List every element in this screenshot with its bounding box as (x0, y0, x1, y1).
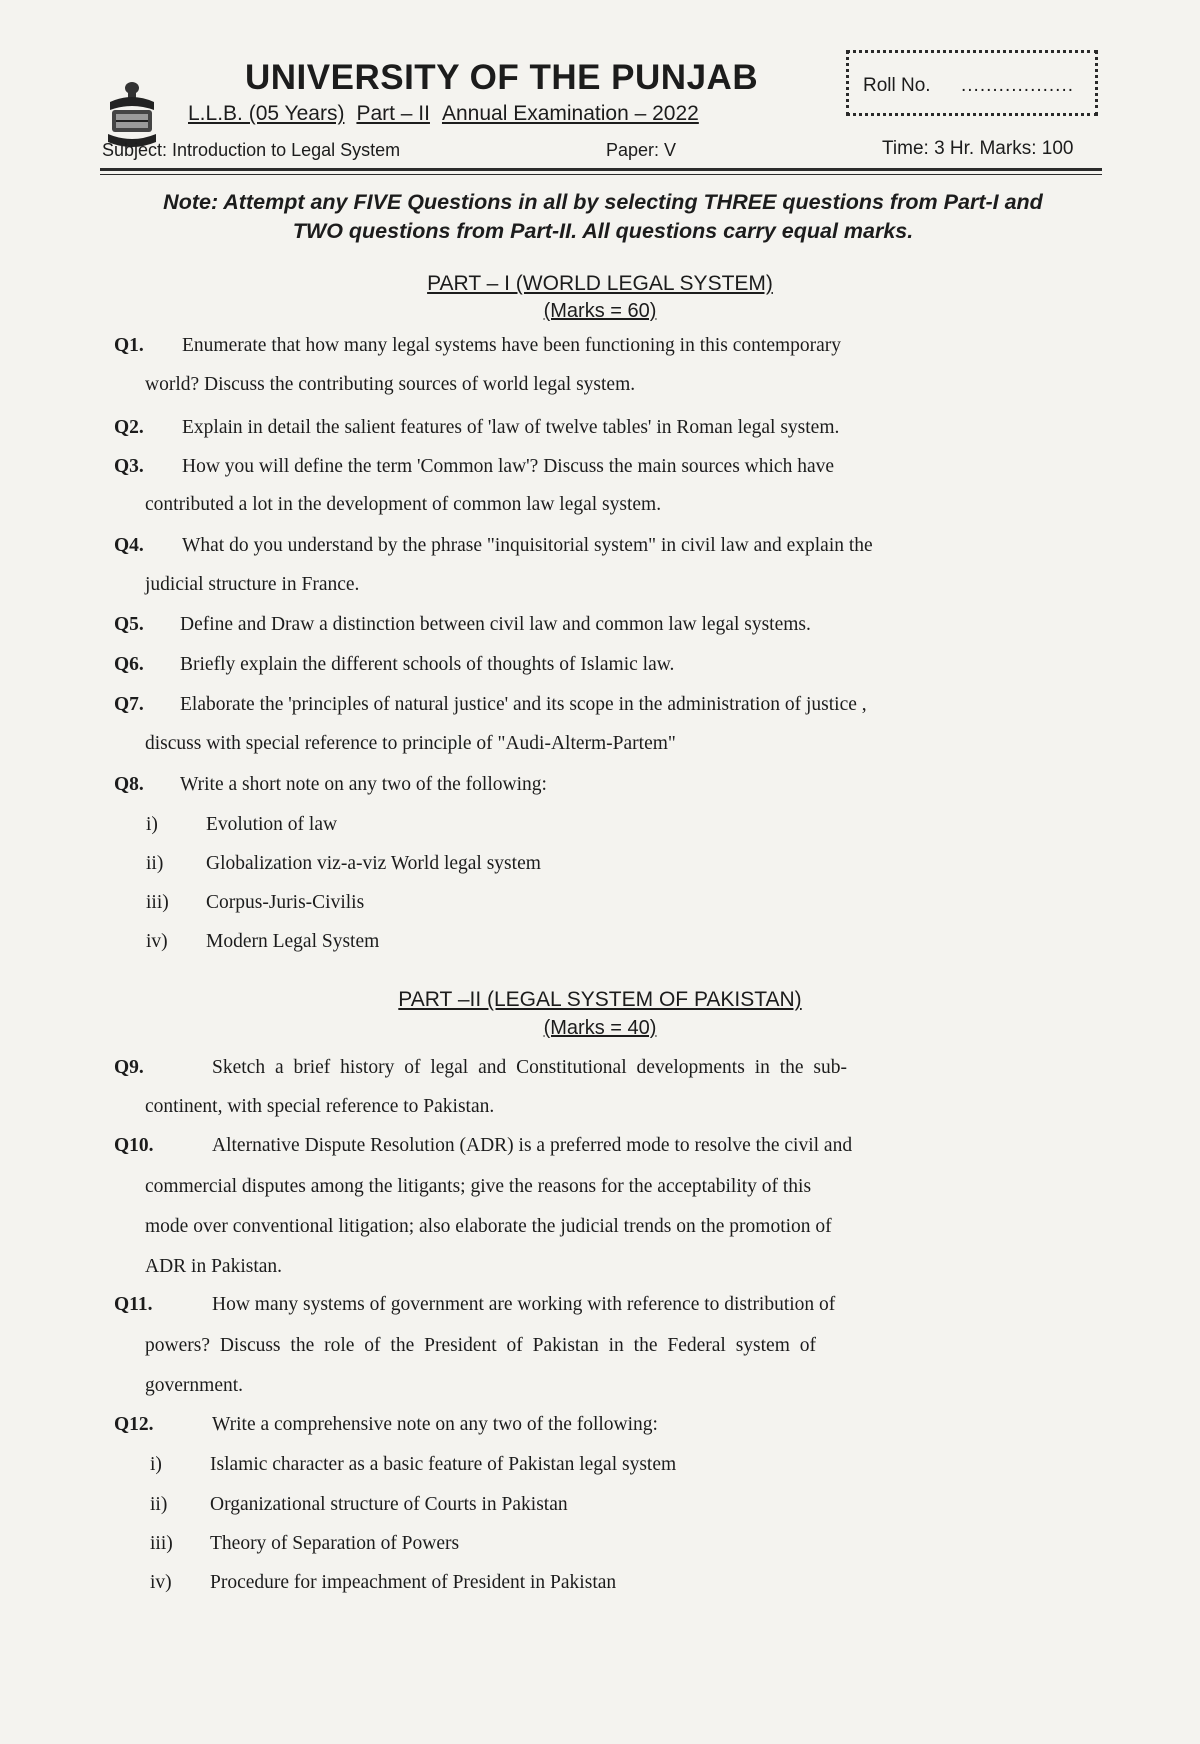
part-2-title: PART –II (LEGAL SYSTEM OF PAKISTAN) (398, 988, 802, 1011)
item-text: Organizational structure of Courts in Pakistan (210, 1494, 568, 1515)
question-number: Q2. (114, 417, 144, 438)
question-q10-continued: ADR in Pakistan. (145, 1256, 283, 1277)
question-q7-continued: discuss with special reference to principle of "Audi-Alterm-Partem" (145, 733, 676, 754)
question-q4-continued: judicial structure in France. (145, 574, 360, 595)
item-numeral: iii) (146, 892, 169, 913)
item-text: Modern Legal System (206, 931, 380, 952)
item-text: Globalization viz-a-viz World legal system (206, 853, 541, 874)
question-text: Enumerate that how many legal systems have been functioning in this contemporary (182, 335, 842, 356)
question-q9-continued: continent, with special reference to Pakistan. (145, 1096, 495, 1117)
question-q11-continued: powers? Discuss the role of the President of Pakistan in the Federal system of (145, 1335, 816, 1356)
roll-number-box (846, 50, 1098, 116)
item-text: Corpus-Juris-Civilis (206, 892, 365, 913)
question-number: Q3. (114, 456, 144, 477)
item-text: Islamic character as a basic feature of Pakistan legal system (210, 1454, 677, 1475)
instructions-note (108, 188, 1098, 246)
header-divider (100, 168, 1102, 171)
question-number: Q8. (114, 774, 144, 795)
question-text: Write a comprehensive note on any two of the following: (212, 1414, 658, 1435)
question-text: What do you understand by the phrase "inquisitorial system" in civil law and explain the (182, 535, 873, 556)
note-line-2: TWO questions from Part-II. All questions carry equal marks. (292, 219, 914, 243)
time-marks-line: Time: 3 Hr. Marks: 100 (882, 138, 1074, 159)
note-line-1: Note: Attempt any FIVE Questions in all by selecting THREE questions from Part-I and (163, 190, 1043, 214)
question-q10-continued: mode over conventional litigation; also elaborate the judicial trends on the promotion of (145, 1216, 832, 1237)
question-number: Q11. (114, 1294, 153, 1315)
question-number: Q9. (114, 1057, 144, 1078)
item-numeral: iii) (150, 1533, 173, 1554)
question-q3-continued: contributed a lot in the development of common law legal system. (145, 494, 662, 515)
part-2-marks: (Marks = 40) (543, 1017, 657, 1039)
part-label: Part – II (356, 102, 430, 125)
question-text: Alternative Dispute Resolution (ADR) is a preferred mode to resolve the civil and (212, 1135, 853, 1156)
university-name: UNIVERSITY OF THE PUNJAB (245, 58, 759, 97)
item-numeral: iv) (150, 1572, 172, 1593)
subject-line: Subject: Introduction to Legal System (102, 140, 401, 160)
item-numeral: ii) (150, 1494, 168, 1515)
paper-line: Paper: V (606, 140, 677, 160)
question-text: Briefly explain the different schools of thoughts of Islamic law. (180, 654, 675, 675)
part-1-title: PART – I (WORLD LEGAL SYSTEM) (427, 272, 773, 295)
question-text: Explain in detail the salient features of 'law of twelve tables' in Roman legal system. (182, 417, 840, 438)
question-q1-continued: world? Discuss the contributing sources of world legal system. (145, 374, 636, 395)
question-number: Q5. (114, 614, 144, 635)
header-divider-thin (100, 174, 1102, 175)
question-text: Elaborate the 'principles of natural justice' and its scope in the administration of justice , (180, 694, 867, 715)
question-text: How you will define the term 'Common law'? Discuss the main sources which have (182, 456, 835, 477)
item-numeral: i) (146, 814, 158, 835)
exam-line (188, 102, 699, 126)
question-text: Sketch a brief history of legal and Constitutional developments in the sub- (212, 1057, 848, 1078)
item-numeral: ii) (146, 853, 164, 874)
roll-number-blank: .................. (961, 75, 1075, 96)
item-text: Theory of Separation of Powers (210, 1533, 460, 1554)
question-number: Q6. (114, 654, 144, 675)
question-text: How many systems of government are working with reference to distribution of (212, 1294, 836, 1315)
roll-number-label: Roll No. (863, 75, 931, 96)
question-q10-continued: commercial disputes among the litigants; give the reasons for the acceptability of this (145, 1176, 812, 1197)
question-text: Write a short note on any two of the following: (180, 774, 547, 795)
item-numeral: i) (150, 1454, 162, 1475)
question-number: Q1. (114, 335, 144, 356)
question-text: Define and Draw a distinction between civil law and common law legal systems. (180, 614, 811, 635)
question-q11-continued: government. (145, 1375, 244, 1396)
question-number: Q7. (114, 694, 144, 715)
question-number: Q4. (114, 535, 144, 556)
program-label: L.L.B. (05 Years) (188, 102, 345, 125)
item-text: Evolution of law (206, 814, 338, 835)
exam-label: Annual Examination – 2022 (441, 102, 699, 125)
item-text: Procedure for impeachment of President in Pakistan (210, 1572, 617, 1593)
part-1-marks: (Marks = 60) (543, 300, 657, 322)
question-number: Q12. (114, 1414, 154, 1435)
item-numeral: iv) (146, 931, 168, 952)
question-number: Q10. (114, 1135, 154, 1156)
